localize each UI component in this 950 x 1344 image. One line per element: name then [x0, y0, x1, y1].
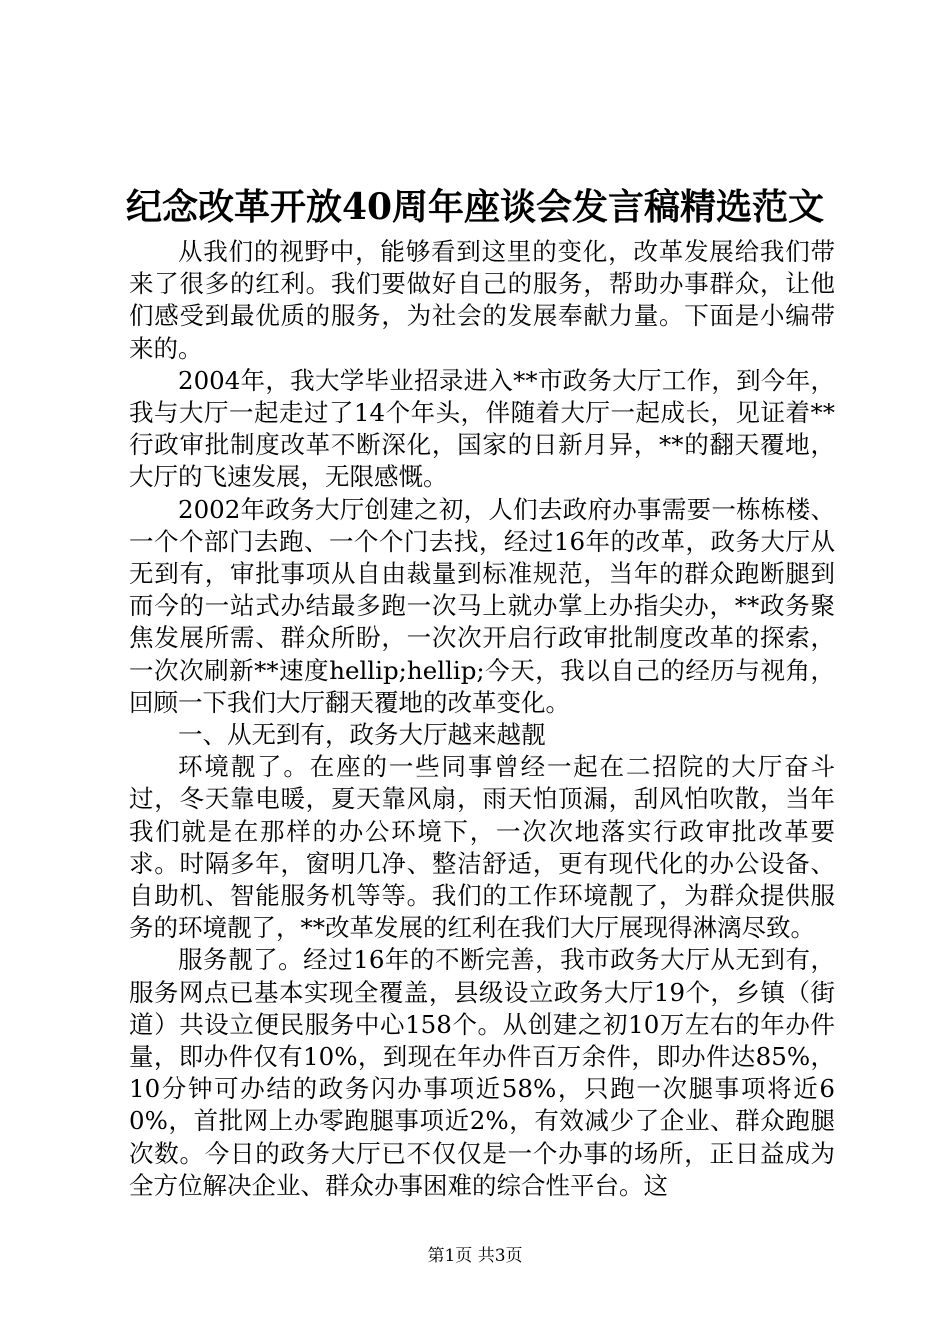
document-body	[129, 236, 835, 1202]
paragraph-service: 服务靓了。经过16年的不断完善，我市政务大厅从无到有，服务网点已基本实现全覆盖，县级设立政务大厅19个，乡镇（街道）共设立便民服务中心158个。从创建之初10万左右的年办件量，即办件仅有10%，到现在年办件百万余件，即办件达85%，10分钟可办结的政务闪办事项近58%，只跑一次腿事项将近60%，首批网上办零跑腿事项近2%，有效减少了企业、群众跑腿次数。今日的政务大厅已不仅仅是一个办事的场所，正日益成为全方位解决企业、群众办事困难的综合性平台。这	[129, 945, 835, 1200]
paragraph-environment: 环境靓了。在座的一些同事曾经一起在二招院的大厅奋斗过，冬天靠电暖，夏天靠风扇，雨天怕顶漏，刮风怕吹散，当年我们就是在那样的办公环境下，一次次地落实行政审批改革要求。时隔多年，窗明几净、整洁舒适，更有现代化的办公设备、自助机、智能服务机等等。我们的工作环境靓了，为群众提供服务的环境靓了，**改革发展的红利在我们大厅展现得淋漓尽致。	[129, 752, 835, 943]
section-heading: 一、从无到有，政务大厅越来越靓	[178, 720, 546, 750]
paragraph-2004: 2004年，我大学毕业招录进入**市政务大厅工作，到今年，我与大厅一起走过了14个年头，伴随着大厅一起成长，见证着**行政审批制度改革不断深化，国家的日新月异，**的翻天覆地，大厅的飞速发展，无限感慨。	[129, 365, 835, 492]
paragraph-intro: 从我们的视野中，能够看到这里的变化，改革发展给我们带来了很多的红利。我们要做好自己的服务，帮助办事群众，让他们感受到最优质的服务，为社会的发展奉献力量。下面是小编带来的。	[129, 237, 835, 363]
paragraph-2002: 2002年政务大厅创建之初，人们去政府办事需要一栋栋楼、一个个部门去跑、一个个门去找，经过16年的改革，政务大厅从无到有，审批事项从自由裁量到标准规范，当年的群众跑断腿到而今的一站式办结最多跑一次马上就办掌上办指尖办，**政务聚焦发展所需、群众所盼，一次次开启行政审批制度改革的探索，一次次刷新**速度hellip;hellip;今天，我以自己的经历与视角，回顾一下我们大厅翻天覆地的改革变化。	[129, 494, 835, 717]
page-number: 第1页 共3页	[427, 1246, 523, 1266]
document-title: 纪念改革开放40周年座谈会发言稿精选范文	[125, 186, 825, 228]
